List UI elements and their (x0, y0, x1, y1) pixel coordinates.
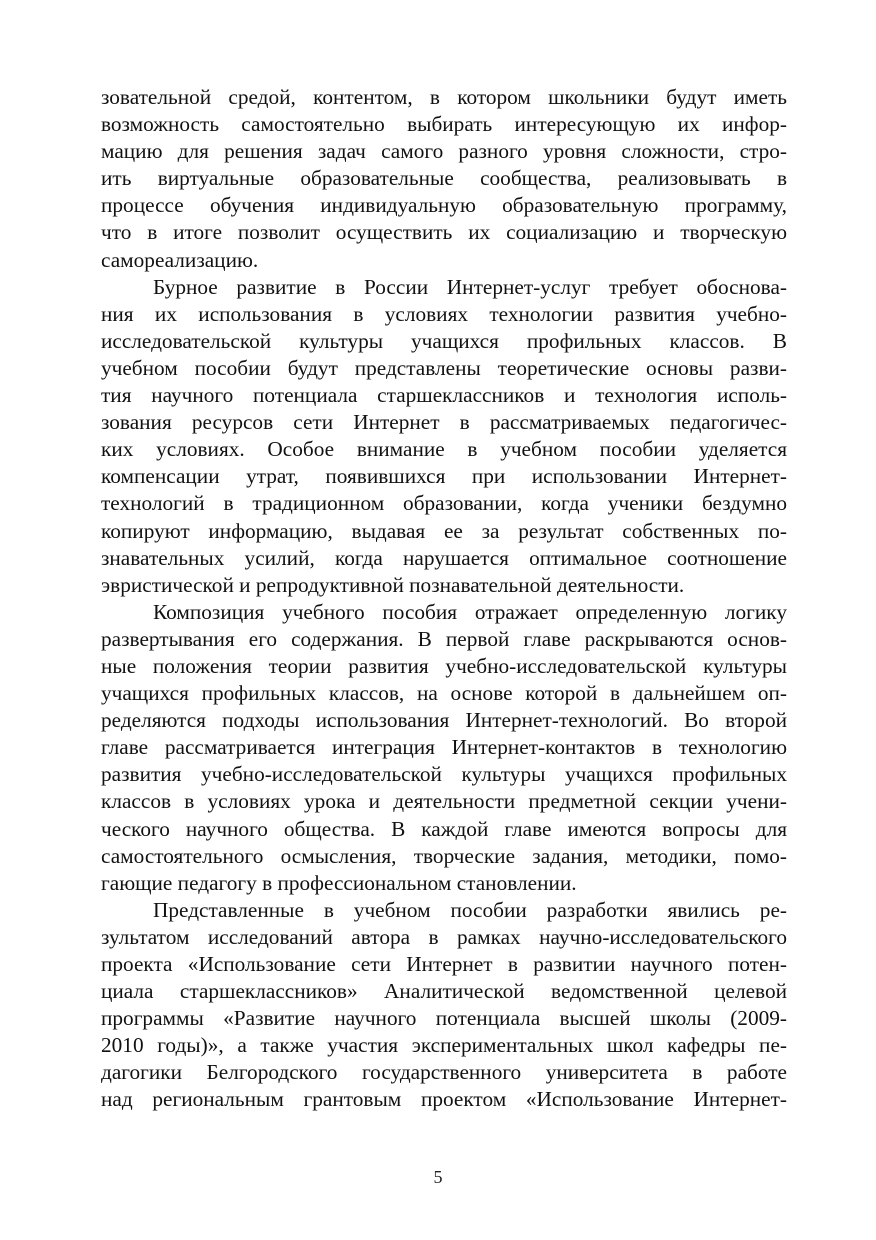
text-line: Бурное развитие в России Интернет-услуг требует обоснова- (153, 274, 787, 299)
text-line: развертывания его содержания. В первой главе раскрываются основ- (101, 626, 787, 651)
text-line: что в итоге позволит осуществить их социализацию и творческую (101, 220, 787, 245)
text-line: гающие педагогу в профессиональном становлении. (101, 870, 577, 895)
text-line: знавательных усилий, когда нарушается оптимальное соотношение (101, 545, 787, 570)
text-line: самореализацию. (101, 247, 259, 272)
page-body (101, 84, 787, 1114)
text-line: дагогики Белгородского государственного университета в работе (101, 1060, 787, 1085)
text-line: над региональным грантовым проектом «Использование Интернет- (101, 1087, 787, 1112)
text-line: ные положения теории развития учебно-исследовательской культуры (101, 653, 787, 678)
text-line: классов в условиях урока и деятельности предметной секции учени- (101, 789, 787, 814)
text-line: технологий в традиционном образовании, когда ученики бездумно (101, 491, 787, 516)
text-line: развития учебно-исследовательской культуры учащихся профильных (101, 762, 787, 787)
text-line: Представленные в учебном пособии разработки явились ре- (153, 897, 787, 922)
text-line: мацию для решения задач самого разного уровня сложности, стро- (101, 139, 787, 164)
text-line: самостоятельного осмысления, творческие задания, методики, помо- (101, 843, 787, 868)
text-line: учащихся профильных классов, на основе которой в дальнейшем оп- (101, 681, 787, 706)
page-number: 5 (433, 1167, 443, 1187)
text-line: зультатом исследований автора в рамках научно-исследовательского (101, 924, 787, 949)
paragraph-3 (101, 599, 787, 897)
text-line: ких условиях. Особое внимание в учебном пособии уделяется (101, 437, 787, 462)
text-line: 2010 годы)», а также участия экспериментальных школ кафедры пе- (101, 1033, 787, 1058)
text-line: эвристической и репродуктивной познавательной деятельности. (101, 572, 685, 597)
text-line: копируют информацию, выдавая ее за результат собственных по- (101, 518, 787, 543)
text-line: ределяются подходы использования Интернет-технологий. Во второй (101, 708, 787, 733)
text-line: ить виртуальные образовательные сообщества, реализовывать в (101, 166, 787, 191)
paragraph-4 (101, 897, 787, 1114)
text-line: тия научного потенциала старшеклассников и технология исполь- (101, 383, 787, 408)
paragraph-2 (101, 274, 787, 599)
text-line: зовательной средой, контентом, в котором школьники будут иметь (101, 85, 787, 109)
text-line: программы «Развитие научного потенциала высшей школы (2009- (101, 1006, 787, 1031)
text-line: Композиция учебного пособия отражает определенную логику (153, 599, 787, 624)
text-line: процессе обучения индивидуальную образовательную программу, (101, 193, 787, 218)
paragraph-1 (101, 84, 787, 274)
text-line: учебном пособии будут представлены теоретические основы разви- (101, 355, 787, 380)
text-line: главе рассматривается интеграция Интернет-контактов в технологию (101, 735, 787, 760)
text-line: зования ресурсов сети Интернет в рассматриваемых педагогичес- (101, 410, 787, 435)
text-line: исследовательской культуры учащихся профильных классов. В (101, 328, 787, 353)
text-line: ческого научного общества. В каждой главе имеются вопросы для (101, 816, 787, 841)
text-line: возможность самостоятельно выбирать интересующую их инфор- (101, 112, 787, 137)
text-line: циала старшеклассников» Аналитической ведомственной целевой (101, 979, 787, 1004)
text-line: компенсации утрат, появившихся при использовании Интернет- (101, 464, 787, 489)
text-line: проекта «Использование сети Интернет в развитии научного потен- (101, 952, 787, 976)
text-line: ния их использования в условиях технологии развития учебно- (101, 301, 787, 326)
